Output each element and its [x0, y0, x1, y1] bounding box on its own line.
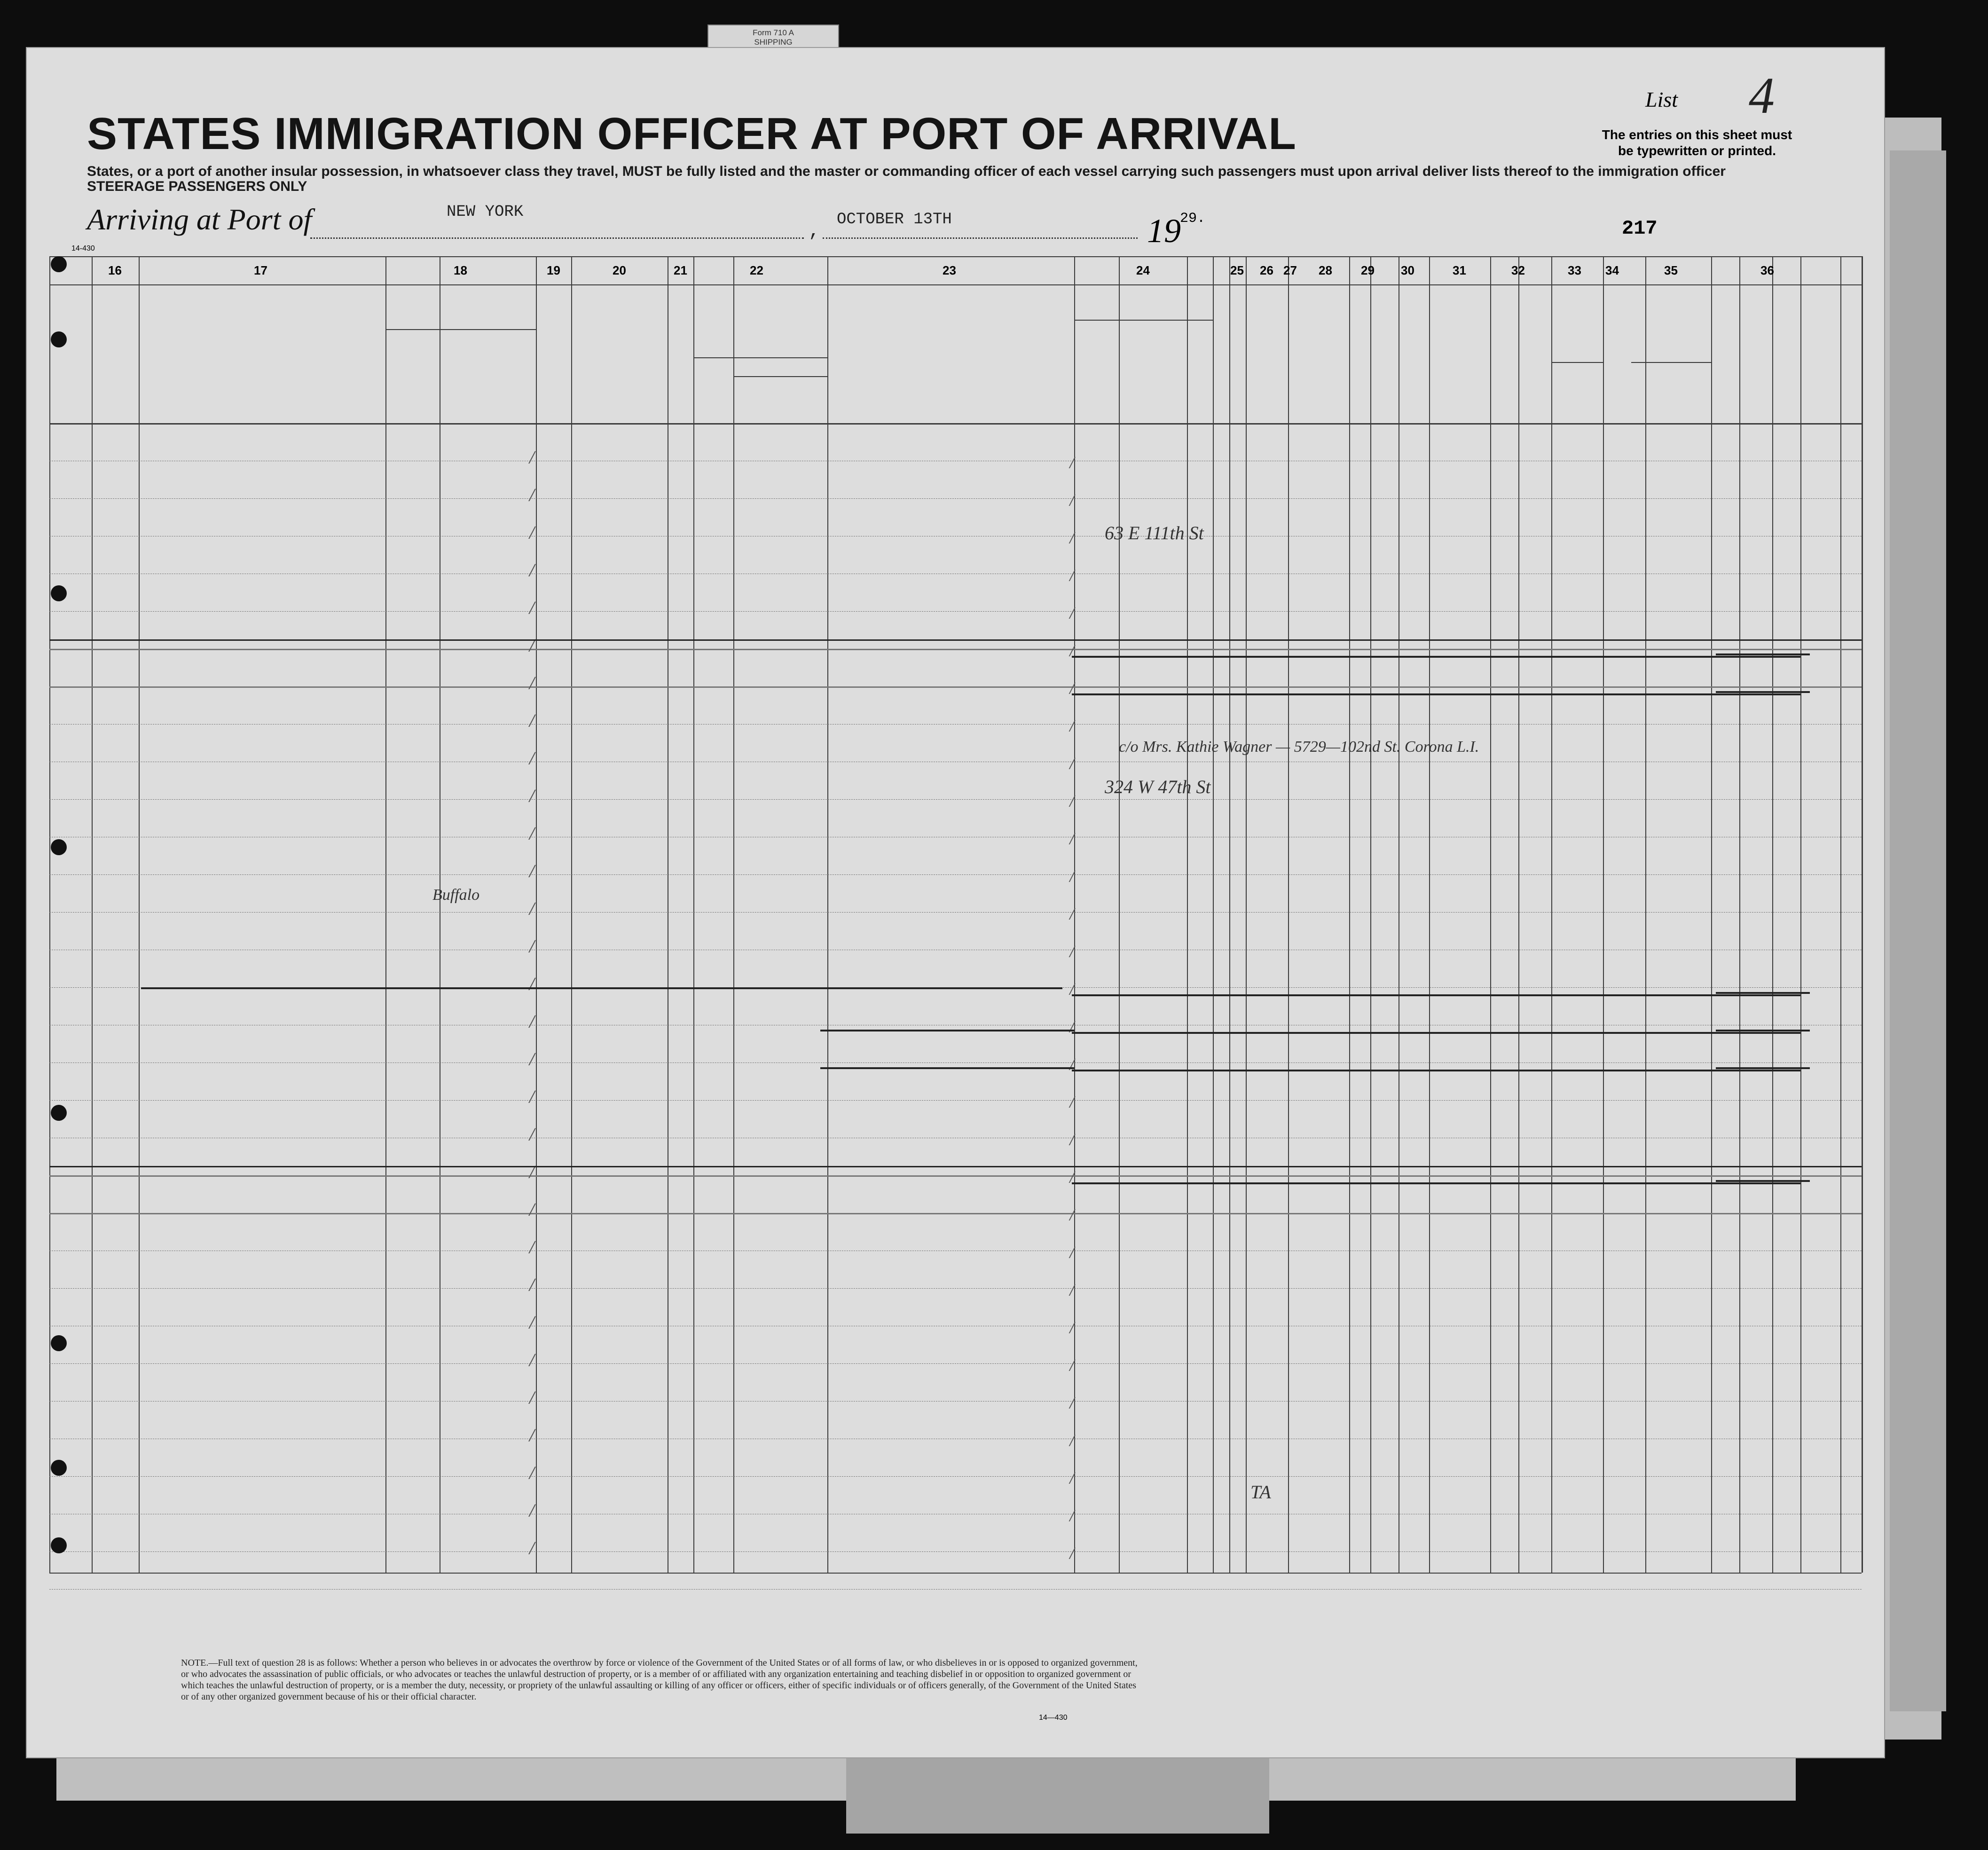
divider-line [49, 1166, 1862, 1167]
column-number: 16 [108, 263, 122, 277]
tick-mark: ⁄ [526, 1050, 538, 1071]
column-rule [1370, 256, 1371, 1573]
tick-mark: ⁄ [526, 1201, 538, 1222]
column-number: 35 [1664, 263, 1678, 277]
footnote: NOTE.—Full text of question 28 is as follows: Whether a person who believes in or advocates the overthrow by force or violence of the Government of the United States or of all forms of law, or who disbelieves in or is opposed to organized government, or who advocates the assassination of public officials, or who advocates or teaches the unlawful destruction of property, or is a member of or affiliated with any organization entertaining and teaching disbelief in or opposition to organized government or which teaches the unlawful destruction of property, or is a member the duty, necessity, or propriety of the unlawful assaulting or killing of any officer or officers, either of specific individuals or of officers generally, of the Government of the United States or of any other organized government because of his or their official character. [181, 1658, 1138, 1702]
tick-mark: ⁄ [526, 937, 538, 959]
binder-hole [51, 839, 67, 855]
strike-line [1716, 691, 1810, 693]
column-number: 27 [1283, 263, 1297, 277]
row-rule [49, 649, 1862, 650]
form-code: 14-430 [71, 244, 95, 252]
column-rule [139, 256, 140, 1573]
row-rule [49, 1288, 1862, 1289]
column-rule [1739, 256, 1740, 1573]
column-number: 29 [1361, 263, 1375, 277]
tick-mark: ⁄ [1067, 492, 1077, 511]
binder-hole [51, 1537, 67, 1553]
tick-mark: ⁄ [1067, 454, 1077, 473]
footer-code: 14—430 [1039, 1714, 1068, 1722]
tick-mark: ⁄ [526, 449, 538, 470]
tick-mark: ⁄ [1067, 1131, 1077, 1150]
bottom-rule [49, 1573, 1862, 1574]
column-number: 32 [1511, 263, 1525, 277]
column-rule [693, 256, 694, 1573]
column-rule [1229, 256, 1230, 1573]
handwritten-row3-address: 63 E 111th St [1105, 522, 1204, 543]
tick-mark: ⁄ [1067, 868, 1077, 887]
tick-mark: ⁄ [1067, 905, 1077, 925]
column-number: 28 [1319, 263, 1332, 277]
handwritten-row13-note: Buffalo [432, 886, 480, 904]
tick-mark: ⁄ [1067, 1206, 1077, 1226]
column-rule [1187, 256, 1188, 1573]
column-rule [385, 256, 386, 1573]
strike-line [1716, 992, 1810, 994]
binder-hole [51, 1335, 67, 1351]
tick-mark: ⁄ [526, 1126, 538, 1147]
row-rule [49, 1589, 1862, 1590]
column-number: 22 [750, 263, 763, 277]
tick-mark: ⁄ [526, 1464, 538, 1485]
tick-mark: ⁄ [1067, 642, 1077, 661]
column-rule [571, 256, 572, 1573]
column-number: 20 [613, 263, 626, 277]
row-rule [49, 1100, 1862, 1101]
row-rule [49, 1476, 1862, 1477]
list-label: List [1645, 87, 1678, 111]
form-tab: Form 710 A SHIPPING [707, 24, 839, 54]
tick-mark: ⁄ [526, 486, 538, 507]
column-rule [1490, 256, 1491, 1573]
row-rule [49, 1363, 1862, 1364]
tick-mark: ⁄ [526, 1238, 538, 1260]
binder-hole [51, 331, 67, 347]
tick-mark: ⁄ [526, 1276, 538, 1297]
strike-line [1072, 1032, 1800, 1034]
strike-line [1716, 1180, 1810, 1182]
strike-line [1716, 1067, 1810, 1069]
tick-mark: ⁄ [526, 561, 538, 583]
tick-mark: ⁄ [1067, 1394, 1077, 1414]
column-number: 18 [454, 263, 467, 277]
column-number: 24 [1136, 263, 1150, 277]
comma: , [809, 221, 820, 242]
port-line [310, 237, 804, 239]
row-rule [49, 1551, 1862, 1552]
strike-line [1072, 994, 1800, 996]
row-rule [49, 498, 1862, 499]
year-suffix: 29. [1180, 211, 1206, 227]
tick-mark: ⁄ [526, 1163, 538, 1184]
purpose-rule [1074, 320, 1213, 321]
date-value: OCTOBER 13TH [837, 211, 952, 228]
column-number: 31 [1453, 263, 1466, 277]
tick-mark: ⁄ [526, 1389, 538, 1410]
column-rule [1645, 256, 1646, 1573]
handwritten-row29-ta: TA [1250, 1481, 1271, 1503]
right-border [1862, 256, 1863, 1573]
column-rule [1603, 256, 1604, 1573]
column-number: 34 [1605, 263, 1619, 277]
tick-mark: ⁄ [1067, 755, 1077, 774]
strike-line [820, 1030, 1074, 1031]
column-rule [1711, 256, 1712, 1573]
column-rule [1246, 256, 1247, 1573]
binder-hole [51, 585, 67, 601]
tick-mark: ⁄ [1067, 830, 1077, 850]
binder-hole [51, 1105, 67, 1121]
tick-mark: ⁄ [1067, 529, 1077, 549]
torn-paper-edge-2 [846, 1758, 1269, 1834]
instruction-line: States, or a port of another insular possession, in whatsoever class they travel, MUST be fully listed and the master or commanding officer of each vessel carrying such passengers must upon arrival deliver lists thereof to the immigration officer [87, 164, 1726, 179]
column-number: 26 [1260, 263, 1273, 277]
tick-mark: ⁄ [526, 599, 538, 620]
tick-mark: ⁄ [1067, 680, 1077, 699]
binder-hole [51, 1460, 67, 1476]
handwritten-row10-address: 324 W 47th St [1105, 776, 1211, 797]
strike-line [1072, 656, 1800, 658]
tick-mark: ⁄ [526, 787, 538, 808]
list-number: 4 [1749, 67, 1775, 124]
tick-mark: ⁄ [526, 524, 538, 545]
strike-line [1072, 1182, 1800, 1184]
tick-mark: ⁄ [1067, 1357, 1077, 1376]
tick-mark: ⁄ [1067, 943, 1077, 962]
port-value: NEW YORK [447, 203, 524, 221]
column-number: 19 [547, 263, 560, 277]
row-rule [49, 1175, 1862, 1177]
ifyes-rule [733, 376, 827, 377]
row-rule [49, 611, 1862, 612]
steerage-line: STEERAGE PASSENGERS ONLY [87, 179, 307, 194]
col-num-rule [49, 284, 1862, 285]
row-rule [49, 874, 1862, 875]
tick-mark: ⁄ [526, 975, 538, 996]
tick-mark: ⁄ [526, 862, 538, 883]
column-rule [92, 256, 93, 1573]
top-rule [49, 256, 1862, 257]
row-rule [49, 686, 1862, 688]
column-number: 30 [1401, 263, 1414, 277]
tick-mark: ⁄ [526, 712, 538, 733]
column-rule [1518, 256, 1519, 1573]
tick-mark: ⁄ [1067, 1094, 1077, 1113]
manifest-sheet [26, 47, 1885, 1758]
tick-mark: ⁄ [1067, 1319, 1077, 1338]
arriving-label: Arriving at Port of [87, 203, 312, 236]
tick-mark: ⁄ [1067, 1282, 1077, 1301]
column-rule [827, 256, 828, 1573]
column-number: 33 [1568, 263, 1581, 277]
date-line [823, 237, 1138, 239]
tick-mark: ⁄ [1067, 567, 1077, 586]
tick-mark: ⁄ [526, 1088, 538, 1109]
strike-line [1072, 693, 1800, 695]
tick-mark: ⁄ [1067, 1507, 1077, 1527]
tick-mark: ⁄ [1067, 1470, 1077, 1489]
column-rule [1551, 256, 1552, 1573]
strike-line [141, 987, 1062, 989]
column-rule [733, 256, 734, 1573]
tick-mark: ⁄ [1067, 1018, 1077, 1038]
page-number: 217 [1622, 217, 1658, 240]
column-number: 21 [674, 263, 687, 277]
tick-mark: ⁄ [1067, 1169, 1077, 1188]
row-rule [49, 799, 1862, 800]
tick-mark: ⁄ [1067, 1432, 1077, 1451]
tick-mark: ⁄ [526, 1502, 538, 1523]
handwritten-row9-note: c/o Mrs. Kathie Wagner — 5729—102nd St. Corona L.I. [1119, 738, 1479, 756]
page-title: STATES IMMIGRATION OFFICER AT PORT OF ARRIVAL [87, 109, 1297, 159]
tick-mark: ⁄ [526, 900, 538, 921]
before-rule [693, 357, 827, 358]
column-rule [1840, 256, 1841, 1573]
left-border [49, 256, 50, 1573]
tick-mark: ⁄ [1067, 1056, 1077, 1075]
divider-line [49, 639, 1862, 641]
height-rule [1551, 362, 1603, 363]
tick-mark: ⁄ [526, 1351, 538, 1372]
binder-hole [51, 256, 67, 272]
tick-mark: ⁄ [1067, 1545, 1077, 1564]
tick-mark: ⁄ [526, 1314, 538, 1335]
strike-line [1716, 653, 1810, 655]
strike-line [1716, 1030, 1810, 1031]
typewritten-note: The entries on this sheet must be typewritten or printed. [1602, 127, 1792, 158]
tick-mark: ⁄ [1067, 1244, 1077, 1263]
column-number: 25 [1230, 263, 1244, 277]
color-rule [1631, 362, 1711, 363]
column-rule [1800, 256, 1801, 1573]
tick-mark: ⁄ [526, 825, 538, 846]
column-number: 17 [254, 263, 267, 277]
back-sheet-2 [1890, 150, 1946, 1711]
column-rule [1349, 256, 1350, 1573]
tick-mark: ⁄ [1067, 981, 1077, 1000]
tick-mark: ⁄ [526, 674, 538, 695]
year-prefix: 19 [1147, 212, 1181, 250]
column-number: 23 [943, 263, 956, 277]
final-dest-rule [385, 329, 536, 330]
column-rule [1213, 256, 1214, 1573]
column-rule [1429, 256, 1430, 1573]
strike-line [820, 1067, 1074, 1069]
column-rule [1288, 256, 1289, 1573]
row-rule [49, 912, 1862, 913]
header-bottom-rule [49, 423, 1862, 425]
tick-mark: ⁄ [526, 1426, 538, 1448]
column-number: 36 [1760, 263, 1774, 277]
tick-mark: ⁄ [526, 749, 538, 771]
strike-line [1072, 1070, 1800, 1071]
tick-mark: ⁄ [526, 637, 538, 658]
tick-mark: ⁄ [526, 1539, 538, 1560]
row-rule [49, 1213, 1862, 1214]
column-rule [1772, 256, 1773, 1573]
tick-mark: ⁄ [1067, 605, 1077, 624]
tick-mark: ⁄ [1067, 717, 1077, 737]
tick-mark: ⁄ [1067, 793, 1077, 812]
column-rule [1119, 256, 1120, 1573]
tick-mark: ⁄ [526, 1013, 538, 1034]
